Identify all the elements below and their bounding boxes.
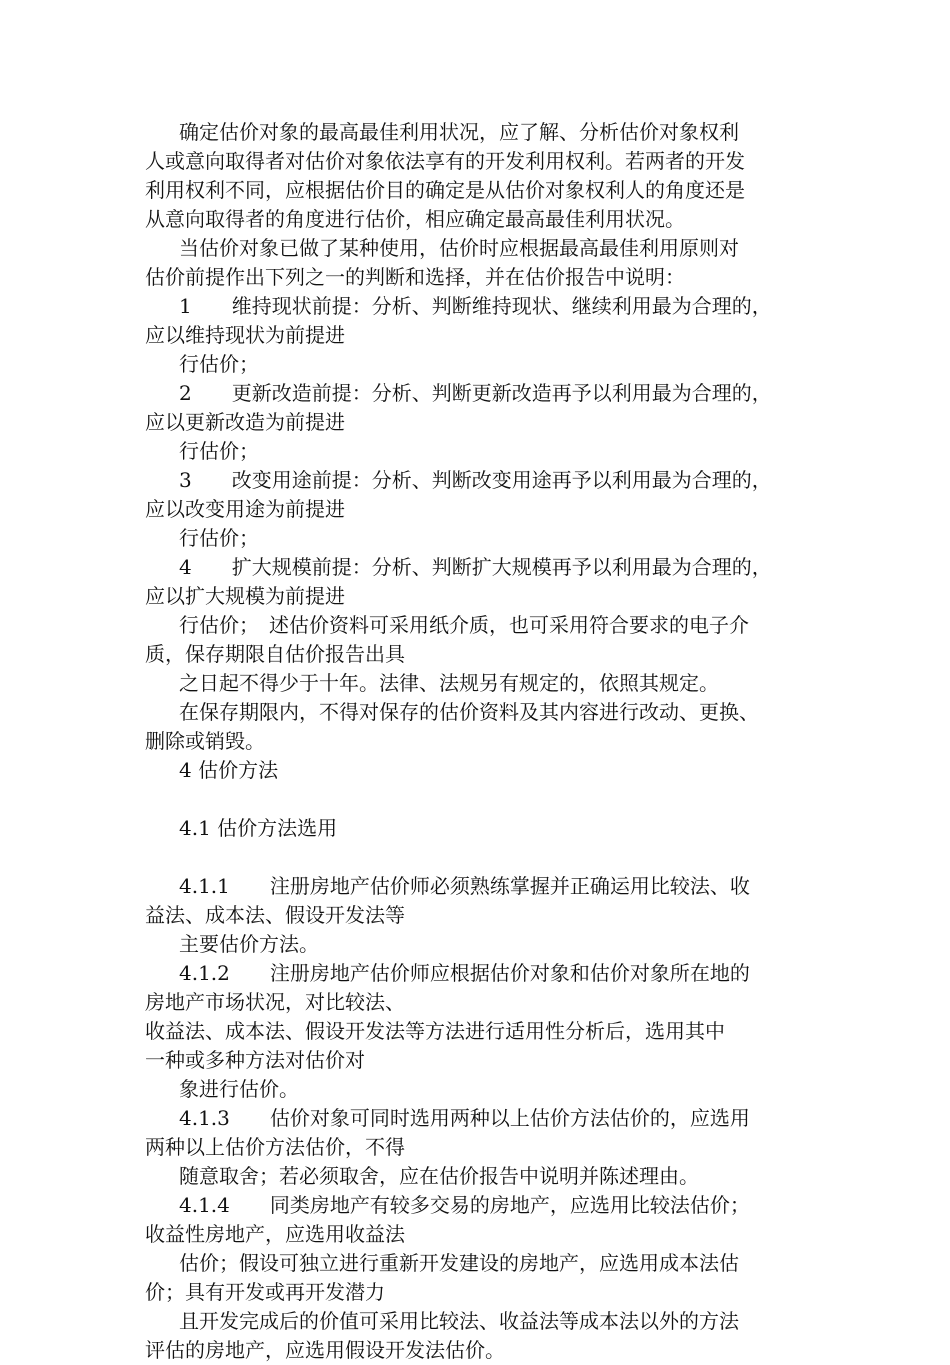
paragraph-line: 利用权利不同，应根据估价目的确定是从估价对象权利人的角度还是 — [145, 178, 745, 202]
paragraph-line: 人或意向取得者对估价对象依法享有的开发利用权利。若两者的开发 — [145, 149, 745, 173]
list-item-line: 3 改变用途前提：分析、判断改变用途再予以利用最为合理的， — [179, 468, 772, 492]
clause-line: 象进行估价。 — [179, 1077, 299, 1101]
paragraph-line: 在保存期限内，不得对保存的估价资料及其内容进行改动、更换、 — [179, 700, 759, 724]
clause-line: 估价；假设可独立进行重新开发建设的房地产，应选用成本法估 — [179, 1251, 739, 1275]
clause-line: 两种以上估价方法估价，不得 — [145, 1135, 405, 1159]
clause-line: 4.1.4 同类房地产有较多交易的房地产，应选用比较法估价； — [179, 1193, 750, 1217]
list-item-line: 行估价； — [179, 526, 259, 550]
list-item-line: 1 维持现状前提：分析、判断维持现状、继续利用最为合理的， — [179, 294, 772, 318]
list-item-line: 应以更新改造为前提进 — [145, 410, 345, 434]
list-item-line: 4 扩大规模前提：分析、判断扩大规模再予以利用最为合理的， — [179, 555, 772, 579]
clause-line: 一种或多种方法对估价对 — [145, 1048, 365, 1072]
list-item-line: 行估价； — [179, 352, 259, 376]
paragraph-line: 删除或销毁。 — [145, 729, 265, 753]
paragraph-line: 质，保存期限自估价报告出具 — [145, 642, 405, 666]
clause-line: 主要估价方法。 — [179, 932, 319, 956]
list-item-line: 行估价； — [179, 439, 259, 463]
list-item-line: 应以改变用途为前提进 — [145, 497, 345, 521]
clause-line: 价；具有开发或再开发潜力 — [145, 1280, 385, 1304]
paragraph-line: 估价前提作出下列之一的判断和选择，并在估价报告中说明： — [145, 265, 685, 289]
clause-line: 评估的房地产，应选用假设开发法估价。 — [145, 1338, 505, 1362]
clause-line: 收益法、成本法、假设开发法等方法进行适用性分析后，选用其中 — [145, 1019, 725, 1043]
clause-line: 收益性房地产，应选用收益法 — [145, 1222, 405, 1246]
list-item-line: 2 更新改造前提：分析、判断更新改造再予以利用最为合理的， — [179, 381, 772, 405]
clause-line: 随意取舍；若必须取舍，应在估价报告中说明并陈述理由。 — [179, 1164, 699, 1188]
clause-line: 益法、成本法、假设开发法等 — [145, 903, 405, 927]
blank-line — [145, 785, 810, 814]
paragraph-line: 从意向取得者的角度进行估价，相应确定最高最佳利用状况。 — [145, 207, 685, 231]
paragraph-line: 当估价对象已做了某种使用，估价时应根据最高最佳利用原则对 — [179, 236, 739, 260]
blank-line — [145, 843, 810, 872]
clause-line: 4.1.3 估价对象可同时选用两种以上估价方法估价的，应选用 — [179, 1106, 750, 1130]
paragraph-line: 行估价； 述估价资料可采用纸介质，也可采用符合要求的电子介 — [179, 613, 749, 637]
list-item-line: 应以扩大规模为前提进 — [145, 584, 345, 608]
clause-line: 房地产市场状况，对比较法、 — [145, 990, 405, 1014]
list-item-line: 应以维持现状为前提进 — [145, 323, 345, 347]
clause-line: 4.1.2 注册房地产估价师应根据估价对象和估价对象所在地的 — [179, 961, 750, 985]
paragraph-line: 确定估价对象的最高最佳利用状况，应了解、分析估价对象权利 — [179, 120, 739, 144]
section-heading: 4 估价方法 — [179, 758, 279, 782]
subsection-heading: 4.1 估价方法选用 — [179, 816, 338, 840]
paragraph-line: 之日起不得少于十年。法律、法规另有规定的，依照其规定。 — [179, 671, 719, 695]
document-body — [145, 118, 810, 1365]
clause-line: 且开发完成后的价值可采用比较法、收益法等成本法以外的方法 — [179, 1309, 739, 1333]
clause-line: 4.1.1 注册房地产估价师必须熟练掌握并正确运用比较法、收 — [179, 874, 750, 898]
